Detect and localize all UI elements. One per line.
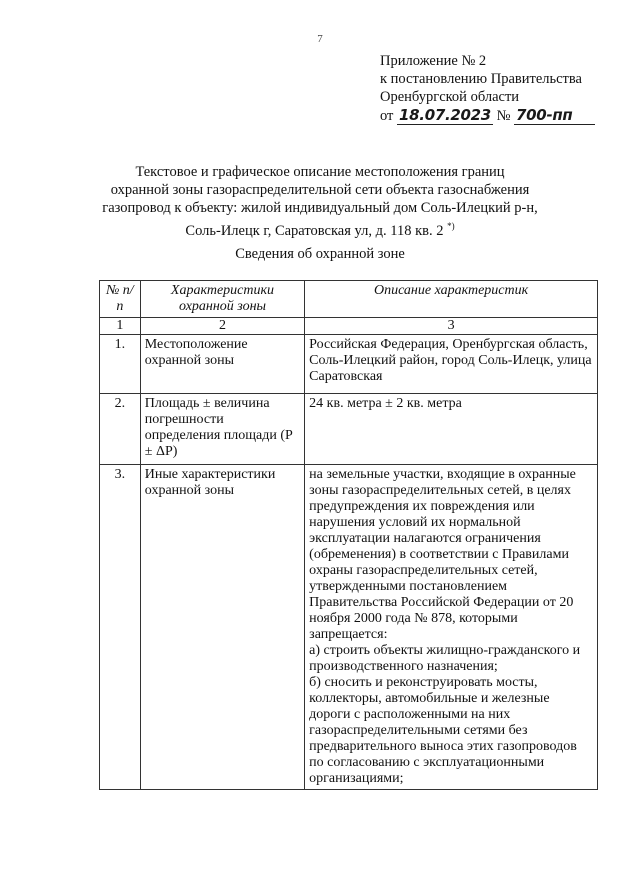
description-paragraph: а) строить объекты жилищно-гражданского и производственного назначения;: [309, 643, 581, 674]
title-line-4: [60, 217, 580, 240]
row-characteristic: Площадь ± величина погрешности определения площади (P ± ΔP): [140, 394, 304, 465]
appendix-date-number: [380, 106, 595, 125]
title-line-1: Текстовое и графическое описание местоположения границ: [135, 164, 505, 180]
appendix-resolution: к постановлению Правительства: [380, 71, 582, 87]
date-prefix: от: [380, 108, 394, 124]
table-row: [100, 394, 598, 465]
column-number: 2: [140, 318, 304, 335]
appendix-block: [380, 52, 595, 125]
row-number: 2.: [100, 394, 141, 465]
appendix-region: Оренбургской области: [380, 89, 520, 105]
row-characteristic: Иные характеристики охранной зоны: [140, 465, 304, 790]
title-line-3: газопровод к объекту: жилой индивидуальный дом Соль-Илецкий р-н,: [102, 200, 538, 216]
row-number: 3.: [100, 465, 141, 790]
row-description: [305, 335, 598, 394]
header-description: Описание характеристик: [305, 281, 598, 318]
header-num: № п/п: [100, 281, 141, 318]
appendix-title: Приложение № 2: [380, 53, 487, 69]
footnote-mark: *): [447, 221, 455, 231]
handwritten-number: 700-пп: [514, 106, 594, 125]
handwritten-date: 18.07.2023: [399, 106, 491, 124]
title-line-2: охранной зоны газораспределительной сети объекта газоснабжения: [110, 182, 530, 198]
column-number: 1: [100, 318, 141, 335]
section-heading: Сведения об охранной зоне: [235, 246, 405, 262]
column-number: 3: [305, 318, 598, 335]
table-header-row: [100, 281, 598, 318]
document-title: [60, 163, 580, 240]
description-paragraph: 24 кв. метра ± 2 кв. метра: [309, 396, 462, 411]
protection-zone-table: [99, 280, 598, 790]
page-number: 7: [317, 33, 323, 45]
table-row: [100, 465, 598, 790]
table-row: [100, 335, 598, 394]
description-paragraph: на земельные участки, входящие в охранные зоны газораспределительных сетей, в целях предупреждения их повреждения или нарушения условий их нормальной эксплуатации налагаются ограничения (обременения) в соответствии с Правилами охраны газораспределительных сетей, утвержденными постановлением Правительства Российской Федерации от 20 ноября 2000 года № 878, которыми запрещается:: [309, 467, 576, 642]
title-address: Соль-Илецк г, Саратовская ул, д. 118 кв. 2: [185, 222, 444, 239]
row-description: [305, 394, 598, 465]
row-characteristic: Местоположение охранной зоны: [140, 335, 304, 394]
description-paragraph: Российская Федерация, Оренбургская область, Соль-Илецкий район, город Соль-Илецк, улица Саратовская: [309, 337, 592, 384]
column-number-row: [100, 318, 598, 335]
number-prefix: №: [496, 108, 511, 124]
row-description: [305, 465, 598, 790]
row-number: 1.: [100, 335, 141, 394]
description-paragraph: б) сносить и реконструировать мосты, коллекторы, автомобильные и железные дороги с расположенными на них газораспределительными сетями без предварительного выноса этих газопроводов по согласованию с эксплуатационными организациями;: [309, 675, 577, 786]
header-characteristics: Характеристики охранной зоны: [140, 281, 304, 318]
